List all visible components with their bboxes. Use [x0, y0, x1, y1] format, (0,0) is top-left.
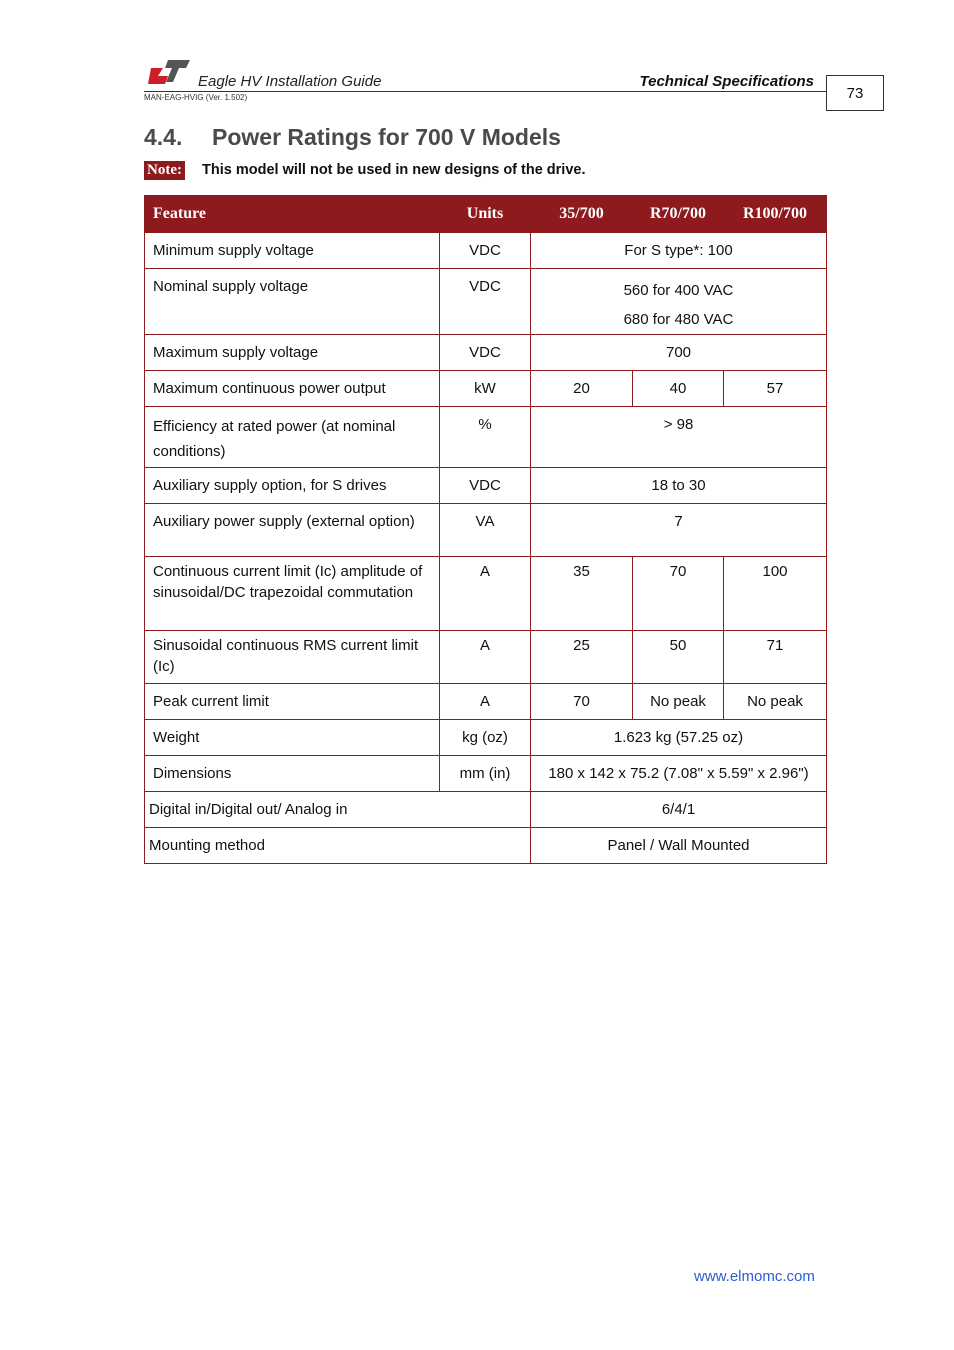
table-row	[145, 684, 827, 720]
feature-cell: Dimensions	[145, 756, 440, 792]
header-r100-700: R100/700	[724, 196, 827, 233]
value-cell-35-700: 70	[531, 684, 633, 720]
elmo-logo-icon	[148, 58, 190, 86]
units-cell: VDC	[440, 468, 531, 504]
value-cell	[531, 269, 827, 335]
table-row	[145, 720, 827, 756]
header-r70-700: R70/700	[633, 196, 724, 233]
feature-cell: Peak current limit	[145, 684, 440, 720]
feature-cell: Digital in/Digital out/ Analog in	[145, 792, 531, 828]
feature-cell: Maximum continuous power output	[145, 371, 440, 407]
power-ratings-table	[144, 195, 827, 864]
feature-cell: Mounting method	[145, 828, 531, 864]
value-cell: 18 to 30	[531, 468, 827, 504]
section-name: Technical Specifications	[639, 73, 814, 90]
value-cell: > 98	[531, 407, 827, 468]
feature-cell: Maximum supply voltage	[145, 335, 440, 371]
document-version: MAN-EAG-HVIG (Ver. 1.502)	[144, 93, 248, 102]
table-row	[145, 468, 827, 504]
document-title: Eagle HV Installation Guide	[198, 73, 382, 90]
feature-cell: Weight	[145, 720, 440, 756]
value-cell-r100-700: 71	[724, 631, 827, 684]
feature-cell: Auxiliary supply option, for S drives	[145, 468, 440, 504]
page-number: 73	[826, 75, 884, 111]
units-cell: kW	[440, 371, 531, 407]
units-cell: A	[440, 557, 531, 631]
table-row	[145, 269, 827, 335]
table-row	[145, 371, 827, 407]
units-cell: VDC	[440, 269, 531, 335]
header-feature: Feature	[145, 196, 440, 233]
table-row	[145, 828, 827, 864]
note-label: Note:	[144, 161, 185, 180]
section-heading	[144, 124, 561, 151]
website-link[interactable]: www.elmomc.com	[694, 1268, 815, 1285]
value-cell-r100-700: 100	[724, 557, 827, 631]
units-cell: kg (oz)	[440, 720, 531, 756]
value-cell-r70-700: No peak	[633, 684, 724, 720]
units-cell: VDC	[440, 233, 531, 269]
table-row	[145, 504, 827, 557]
value-cell: 180 x 142 x 75.2 (7.08" x 5.59" x 2.96")	[531, 756, 827, 792]
table-row	[145, 792, 827, 828]
table-row	[145, 407, 827, 468]
note-text: This model will not be used in new designs of the drive.	[202, 162, 586, 178]
value-cell: For S type*: 100	[531, 233, 827, 269]
value-cell: 6/4/1	[531, 792, 827, 828]
value-cell-r70-700: 50	[633, 631, 724, 684]
units-cell: A	[440, 631, 531, 684]
table-row	[145, 335, 827, 371]
header-35-700: 35/700	[531, 196, 633, 233]
table-row	[145, 557, 827, 631]
value-line: 680 for 480 VAC	[623, 311, 734, 328]
section-title: Power Ratings for 700 V Models	[212, 124, 561, 150]
value-cell-35-700: 35	[531, 557, 633, 631]
units-cell: VA	[440, 504, 531, 557]
units-cell: %	[440, 407, 531, 468]
value-cell: 7	[531, 504, 827, 557]
table-row	[145, 631, 827, 684]
units-cell: VDC	[440, 335, 531, 371]
value-cell: Panel / Wall Mounted	[531, 828, 827, 864]
value-cell-r100-700: 57	[724, 371, 827, 407]
units-cell: A	[440, 684, 531, 720]
value-line: 560 for 400 VAC	[623, 282, 734, 299]
section-number: 4.4.	[144, 124, 183, 150]
units-cell: mm (in)	[440, 756, 531, 792]
value-cell-r100-700: No peak	[724, 684, 827, 720]
value-cell: 700	[531, 335, 827, 371]
table-row	[145, 233, 827, 269]
feature-cell: Continuous current limit (Ic) amplitude of sinusoidal/DC trapezoidal commutation	[145, 557, 440, 631]
value-cell: 1.623 kg (57.25 oz)	[531, 720, 827, 756]
header-divider	[144, 91, 826, 92]
value-cell-35-700: 20	[531, 371, 633, 407]
table-header-row	[145, 196, 827, 233]
feature-cell: Minimum supply voltage	[145, 233, 440, 269]
value-cell-r70-700: 70	[633, 557, 724, 631]
value-cell-r70-700: 40	[633, 371, 724, 407]
feature-cell: Auxiliary power supply (external option)	[145, 504, 440, 557]
feature-cell: Efficiency at rated power (at nominal conditions)	[145, 407, 440, 468]
table-row	[145, 756, 827, 792]
header-units: Units	[440, 196, 531, 233]
value-cell-35-700: 25	[531, 631, 633, 684]
feature-cell: Nominal supply voltage	[145, 269, 440, 335]
feature-cell: Sinusoidal continuous RMS current limit (Ic)	[145, 631, 440, 684]
